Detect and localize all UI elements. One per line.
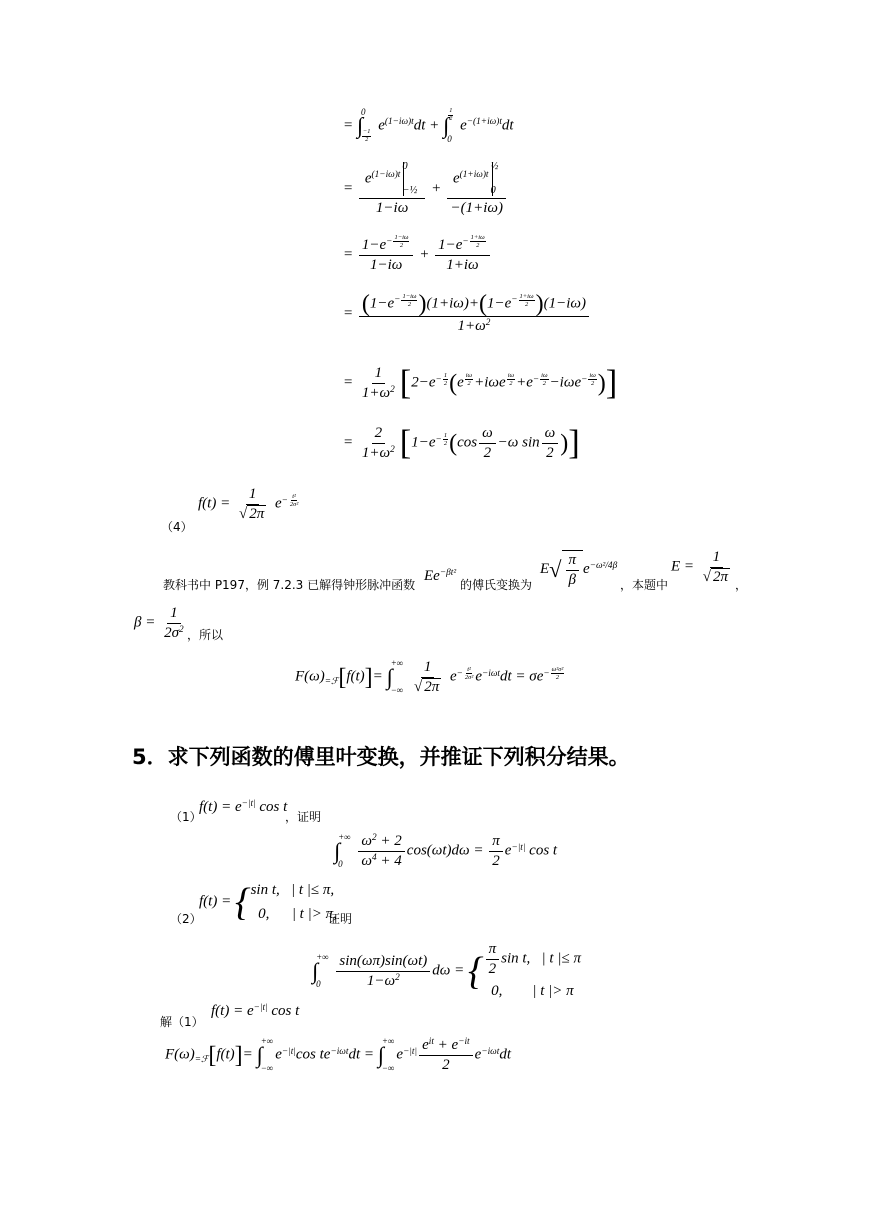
- comma: ，: [735, 578, 748, 592]
- solution-label: 解（1）: [160, 1015, 204, 1029]
- solution-transform: $F(\omega)_{=ℱ}[f(t)]=$ ∫ +∞ −∞ $e^{-|t|}\cos$ $te^{-i\omega t}dt$ = ∫ +∞ −∞ $e^{-|t|}$ $\frac{e^{it} + e^{-it}}{2}$ $e^{-i\omega t}dt$: [165, 1036, 511, 1074]
- part4-result: $F(\omega)_{=ℱ}[f(t)]=$ ∫ +∞ −∞ $\frac{1}{√ 2\pi}$ $e^{- \frac{\text{t²}}{\text{2σ²}}}$ $e^{-i\omega t}dt = \sigma e^{- \frac{\text{ω²σ²}}{2}}$: [295, 658, 564, 696]
- solution-function: $f(t) = e^{-|t|}$ cos t: [211, 1002, 300, 1019]
- problem-2-integral: ∫ +∞ 0 $\frac{\sin(\omega\pi)\sin(\omega t)}{1-\omega^2}$ dω = { $\frac{\pi}{2}$ sin t, | t |≤ π 0, | t |> π: [312, 941, 581, 999]
- bell-pulse-function: $Ee^{-\beta t^2}$: [424, 567, 457, 584]
- bell-pulse-transform: E√ $\frac{\pi}{\beta}$ $e^{-\omega^2/4\beta}$: [540, 552, 618, 588]
- problem-2-proof: 证明: [328, 912, 353, 926]
- part4-text-after: ，本题中: [620, 578, 669, 592]
- derivation-line-2: = $e^{(1-i\omega)t}$ 0 −½ 1−iω + $e^{(1+i\omega)t}$ ½ 0 −(1+iω): [343, 160, 508, 218]
- problem-1-function: $f(t) = e^{-|t|}$ cos t: [199, 798, 288, 815]
- derivation-line-1: = ∫ 0 $\frac{-1}{2}$ $e^{(1-i\omega)t}dt$ + ∫ $\frac{1}{2}$ 0 $e^{-(1+i\omega)t}dt$: [343, 107, 514, 144]
- derivation-line-5: = $\frac{1}{1+\omega^2}$ [$2-e^{- \frac{1}{2}}$ (e $^{\frac{i\omega}{2}}$ +iωe $^{\frac{i\omega}{2}}$ $+e^{- \frac{i\omega}{2}}$ −iωe$^{- \frac{i\omega}{2}}$ )]: [343, 364, 618, 402]
- derivation-line-4: = ($1-e^{- \frac{1-i\omega}{2}}$ )$(1+i\omega)+(1-e^{- \frac{1+i\omega}{2}}$ )(1−iω) $1+\omega^2$: [343, 292, 591, 336]
- e-value: E = $\frac{1}{√ 2\pi}$: [671, 549, 729, 585]
- derivation-line-6: = $\frac{2}{1+\omega^2}$ [$1-e^{- \frac{1}{2}}$ (cos $\frac{\omega}{2}$ −ω sin $\frac{\omega}{2}$ )]: [343, 424, 580, 462]
- problem-1-label: （1）: [170, 810, 202, 824]
- part4-formula: f(t) = $\frac{1}{√ 2\pi}$ $e^{- \frac{\text{t²}}{\text{2σ²}}}$: [198, 486, 299, 522]
- problem-2-function: f(t) = { sin t, | t |≤ π, 0, | t |> π,: [199, 880, 337, 924]
- problem-2-label: （2）: [170, 912, 202, 926]
- problem-1-proof: ，证明: [285, 810, 322, 824]
- section-5-heading: 5．求下列函数的傅里叶变换，并推证下列积分结果。: [132, 745, 630, 769]
- derivation-line-3: = $1-e^{- \frac{1-i\omega}{2}}$ 1−iω + $1-e^{- \frac{1+i\omega}{2}}$ 1+iω: [343, 236, 492, 275]
- part4-label: （4）: [161, 520, 193, 534]
- part4-text-before: 教科书中 P197，例 7.2.3 已解得钟形脉冲函数: [163, 578, 416, 592]
- beta-value: β = $\frac{1}{2\sigma^2}$: [134, 605, 184, 641]
- part4-text-middle: 的傅氏变换为: [460, 578, 533, 592]
- problem-1-integral: ∫ +∞ 0 $\frac{\omega^2 + 2}{\omega^4 + 4}$ cos(ωt)dω = $\frac{\pi}{2}$ $e^{-|t|}$ cos t: [334, 832, 558, 870]
- part4-text-so: ，所以: [187, 628, 224, 642]
